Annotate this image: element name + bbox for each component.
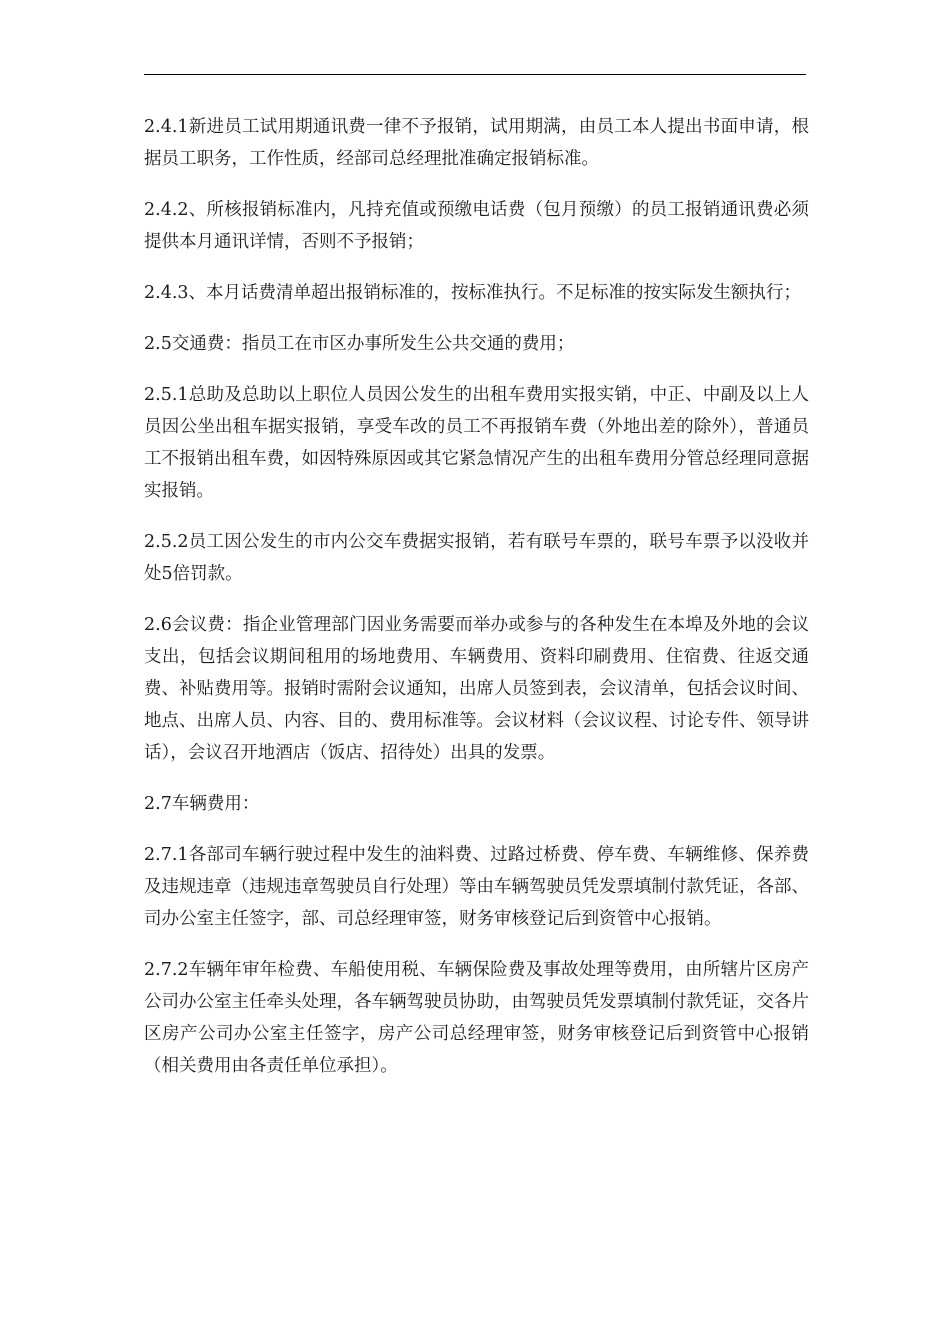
paragraph-2-5-1: 2.5.1总助及总助以上职位人员因公发生的出租车费用实报实销，中正、中副及以上人员因公坐出租车据实报销，享受车改的员工不再报销车费（外地出差的除外），普通员工不报销出租车费，如因特殊原因或其它紧急情况产生的出租车费用分管总经理同意据实报销。 xyxy=(144,385,809,501)
paragraph-2-7-2: 2.7.2车辆年审年检费、车船使用税、车辆保险费及事故处理等费用，由所辖片区房产公司办公室主任牵头处理，各车辆驾驶员协助，由驾驶员凭发票填制付款凭证，交各片区房产公司办公室主任签字，房产公司总经理审签，财务审核登记后到资管中心报销（相关费用由各责任单位承担）。 xyxy=(144,960,809,1076)
document-body xyxy=(144,111,809,1101)
header-rule xyxy=(144,74,806,75)
paragraph-2-6: 2.6会议费：指企业管理部门因业务需要而举办或参与的各种发生在本埠及外地的会议支出，包括会议期间租用的场地费用、车辆费用、资料印刷费用、住宿费、往返交通费、补贴费用等。报销时需附会议通知，出席人员签到表，会议清单，包括会议时间、地点、出席人员、内容、目的、费用标准等。会议材料（会议议程、讨论专件、领导讲话），会议召开地酒店（饭店、招待处）出具的发票。 xyxy=(144,615,809,763)
paragraph-2-5-2: 2.5.2员工因公发生的市内公交车费据实报销，若有联号车票的，联号车票予以没收并处5倍罚款。 xyxy=(144,532,809,584)
paragraph-2-5: 2.5交通费：指员工在市区办事所发生公共交通的费用； xyxy=(144,334,575,354)
paragraph-2-4-3: 2.4.3、本月话费清单超出报销标准的，按标准执行。不足标准的按实际发生额执行； xyxy=(144,283,802,303)
paragraph-2-7-1: 2.7.1各部司车辆行驶过程中发生的油料费、过路过桥费、停车费、车辆维修、保养费及违规违章（违规违章驾驶员自行处理）等由车辆驾驶员凭发票填制付款凭证，各部、司办公室主任签字，部、司总经理审签，财务审核登记后到资管中心报销。 xyxy=(144,845,809,929)
paragraph-2-4-1: 2.4.1新进员工试用期通讯费一律不予报销，试用期满，由员工本人提出书面申请，根据员工职务，工作性质，经部司总经理批准确定报销标准。 xyxy=(144,117,809,169)
paragraph-2-7: 2.7车辆费用： xyxy=(144,794,260,814)
paragraph-2-4-2: 2.4.2、所核报销标准内，凡持充值或预缴电话费（包月预缴）的员工报销通讯费必须提供本月通讯详情，否则不予报销； xyxy=(144,200,809,252)
